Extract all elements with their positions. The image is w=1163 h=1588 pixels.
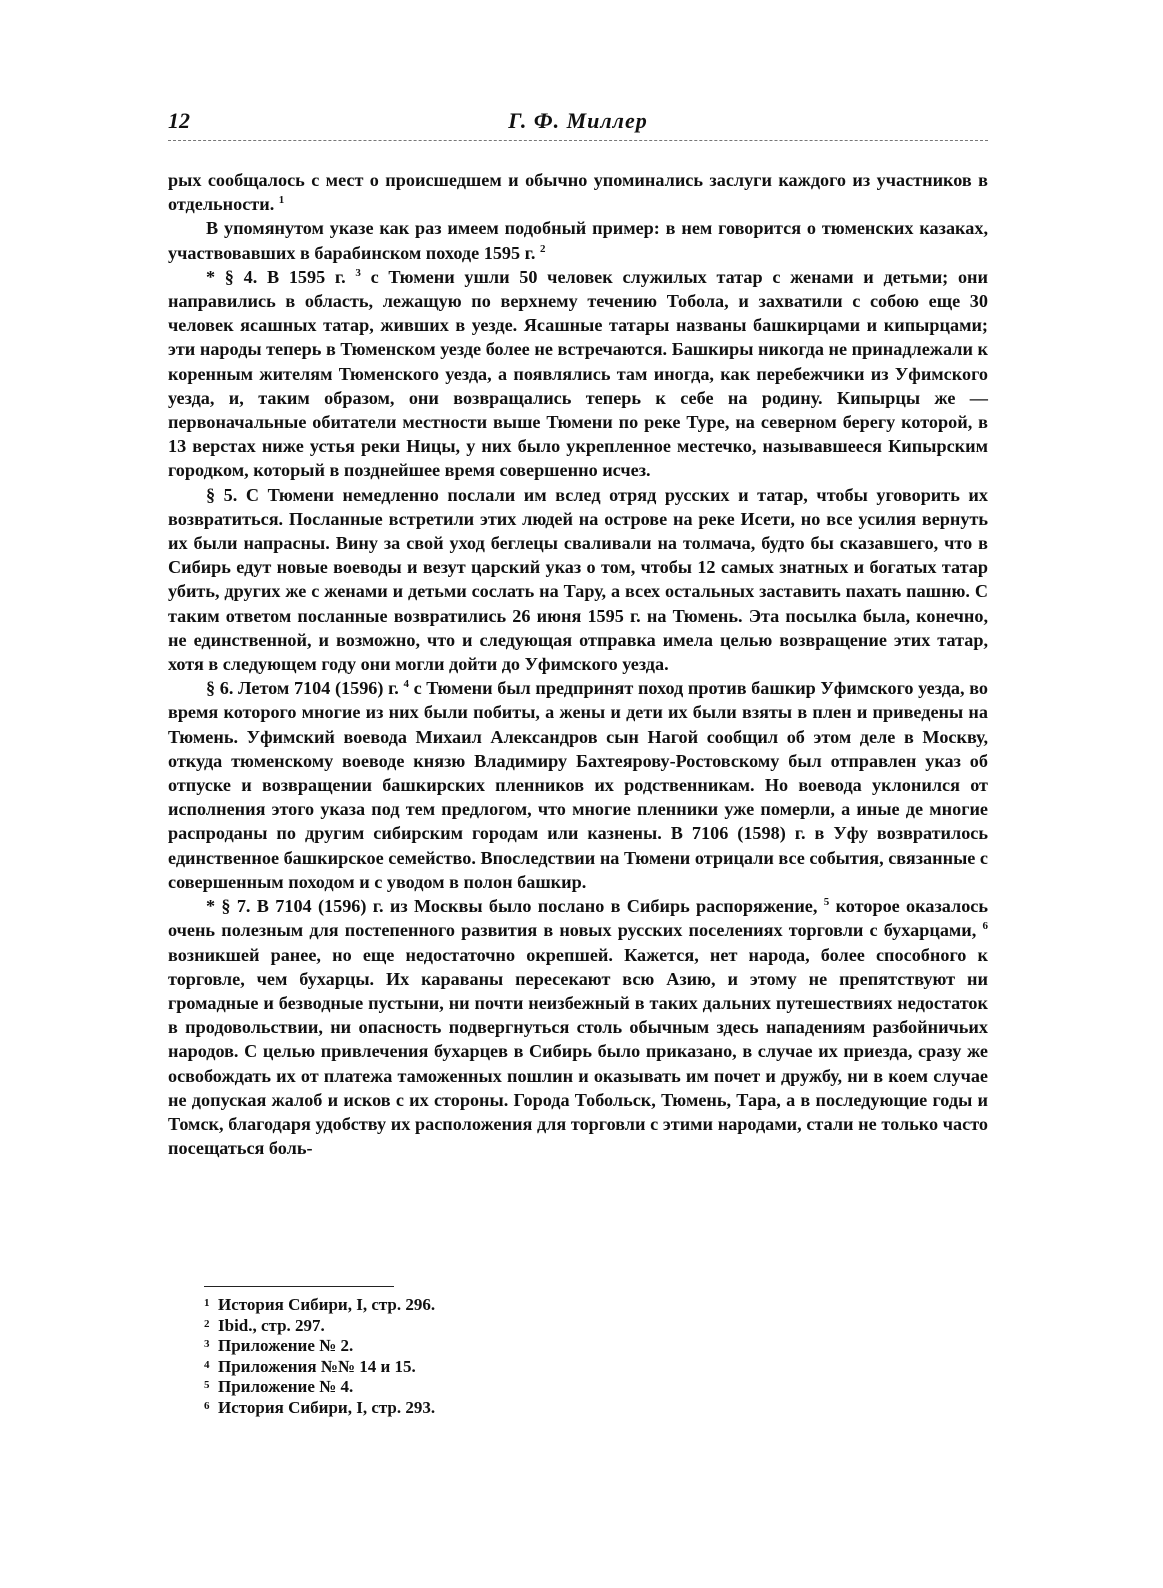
footnote-marker: 2 (204, 1317, 210, 1330)
footnote (204, 1315, 904, 1336)
footnote-marker: 6 (204, 1399, 210, 1412)
paragraph-text: с Тюмени был предпринят поход против башкир Уфимского уезда, во время которого многие из них были побиты, а жены и дети их были взяты в плен и приведены на Тюмень. Уфимский воевода Михаил Александров сын Нагой сообщил об этом деле в Москву, откуда тюменскому воеводе князю Владимиру Бахтеярову-Ростовскому был отправлен указ об отпуске и возвращении башкирских пленников их родственникам. Но воевода уклонился от исполнения этого указа под тем предлогом, что многие пленники уже померли, а иные де многие распроданы по другим сибирским городам или казнены. В 7106 (1598) г. в Уфу возвратилось единственное башкирское семейство. Впоследствии на Тюмени отрицали все события, связанные с совершенным походом и с уводом в полон башкир. (168, 678, 988, 892)
paragraph (168, 216, 988, 264)
footnote-ref: 3 (355, 266, 361, 279)
paragraph-text: возникшей ранее, но еще недостаточно окрепшей. Кажется, нет народа, более способного к торговле, чем бухарцы. Их караваны пересекают всю Азию, и этому не препятствуют ни громадные и безводные пустыни, ни почти неизбежный в таких дальних путешествиях недостаток в продовольствии, ни опасность подвергнуться столь обычным здесь нападениям разбойничьих народов. С целью привлечения бухарцев в Сибирь было приказано, в случае их приезда, сразу же освобождать их от платежа таможенных пошлин и оказывать им почет и дружбу, ни в коем случае не допуская жалоб и исков с их стороны. Города Тобольск, Тюмень, Тара, а в последующие годы и Томск, благодаря удобству их расположения для торговли с этими народами, стали не только часто посещаться боль- (168, 944, 988, 1159)
paragraph (168, 168, 988, 216)
header-rule (168, 140, 988, 141)
page-header (168, 104, 988, 140)
footnote-ref: 4 (403, 678, 409, 691)
footnote-ref: 2 (539, 242, 546, 255)
paragraph-section-6 (168, 676, 988, 894)
footnote-ref: 1 (278, 194, 285, 207)
paragraph-section-7 (168, 894, 988, 1160)
footnote (204, 1376, 904, 1397)
footnote-marker: 4 (204, 1358, 210, 1371)
paragraph-text: которое оказалось очень полезным для постепенного развития в новых русских поселениях торговли с бухарцами, (168, 896, 988, 941)
footnote-text: История Сибири, I, стр. 293. (218, 1397, 436, 1417)
footnote-marker: 1 (204, 1297, 210, 1309)
footnote-text: Ibid., стр. 297. (218, 1315, 325, 1335)
footnote (204, 1356, 904, 1377)
footnote-ref: 6 (982, 920, 988, 933)
running-title: Г. Ф. Миллер (508, 108, 648, 133)
footnote-rule (204, 1286, 394, 1287)
paragraph-text: рых сообщалось с мест о происшедшем и обычно упоминались заслуги каждого из участников в отдельности. (168, 170, 988, 215)
paragraph-text: * § 4. В 1595 г. (206, 266, 346, 287)
paragraph-text: § 6. Летом 7104 (1596) г. (206, 678, 399, 699)
footnote (204, 1397, 904, 1418)
footnote-text: История Сибири, I, стр. 296. (218, 1295, 436, 1314)
footnote-text: Приложение № 4. (218, 1377, 354, 1397)
paragraph-section-5 (168, 483, 988, 677)
footnote (204, 1335, 904, 1356)
paragraph-text: с Тюмени ушли 50 человек служилых татар с женами и детьми; они направились в область, лежащую по верхнему течению Тобола, и захватили с собою еще 30 человек ясашных татар, живших в уезде. Ясашные татары названы башкирцами и кипырцами; эти народы теперь в Тюменском уезде более не встречаются. Башкиры никогда не принадлежали к коренным жителям Тюменского уезда, а появлялись там иногда, как перебежчики из Уфимского уезда, и, таким образом, они возвращались теперь к себе на родину. Кипырцы же — первоначальные обитатели местности выше Тюмени по реке Туре, на северном берегу которой, в 13 верстах ниже устья реки Ницы, у них было укрепленное местечко, называвшееся Кипырским городком, который в позднейшее время совершенно исчез. (168, 266, 989, 481)
paragraph-text: * § 7. В 7104 (1596) г. из Москвы было послано в Сибирь распоряжение, (206, 896, 818, 917)
footnote-text: Приложение № 2. (218, 1336, 354, 1356)
page-number: 12 (168, 108, 190, 133)
body-text (168, 168, 988, 1160)
footnote-ref: 5 (823, 896, 830, 909)
paragraph-text: В упомянутом указе как раз имеем подобный пример: в нем говорится о тюменских казаках, участвовавших в барабинском походе 1595 г. (168, 218, 988, 263)
footnote (204, 1294, 904, 1315)
paragraph-section-4 (168, 265, 988, 483)
footnote-text: Приложения №№ 14 и 15. (218, 1356, 416, 1376)
footnote-marker: 3 (204, 1338, 210, 1351)
paragraph-text: § 5. С Тюмени немедленно послали им вслед отряд русских и татар, чтобы уговорить их возвратиться. Посланные встретили этих людей на острове на реке Исети, но все усилия вернуть их были напрасны. Вину за свой уход беглецы сваливали на толмача, будто бы сказавшего, что в Сибирь едут новые воеводы и везут царский указ о том, чтобы 12 самых знатных и богатых татар убить, других же с женами и детьми сослать на Тару, а всех остальных заставить пахать пашню. С таким ответом посланные возвратились 26 июня 1595 г. на Тюмень. Эта посылка была, конечно, не единственной, и возможно, что и следующая отправка имела целью возвращение этих татар, хотя в следующем году они могли дойти до Уфимского уезда. (168, 484, 988, 675)
footnote-marker: 5 (204, 1379, 210, 1392)
footnotes (204, 1294, 904, 1418)
